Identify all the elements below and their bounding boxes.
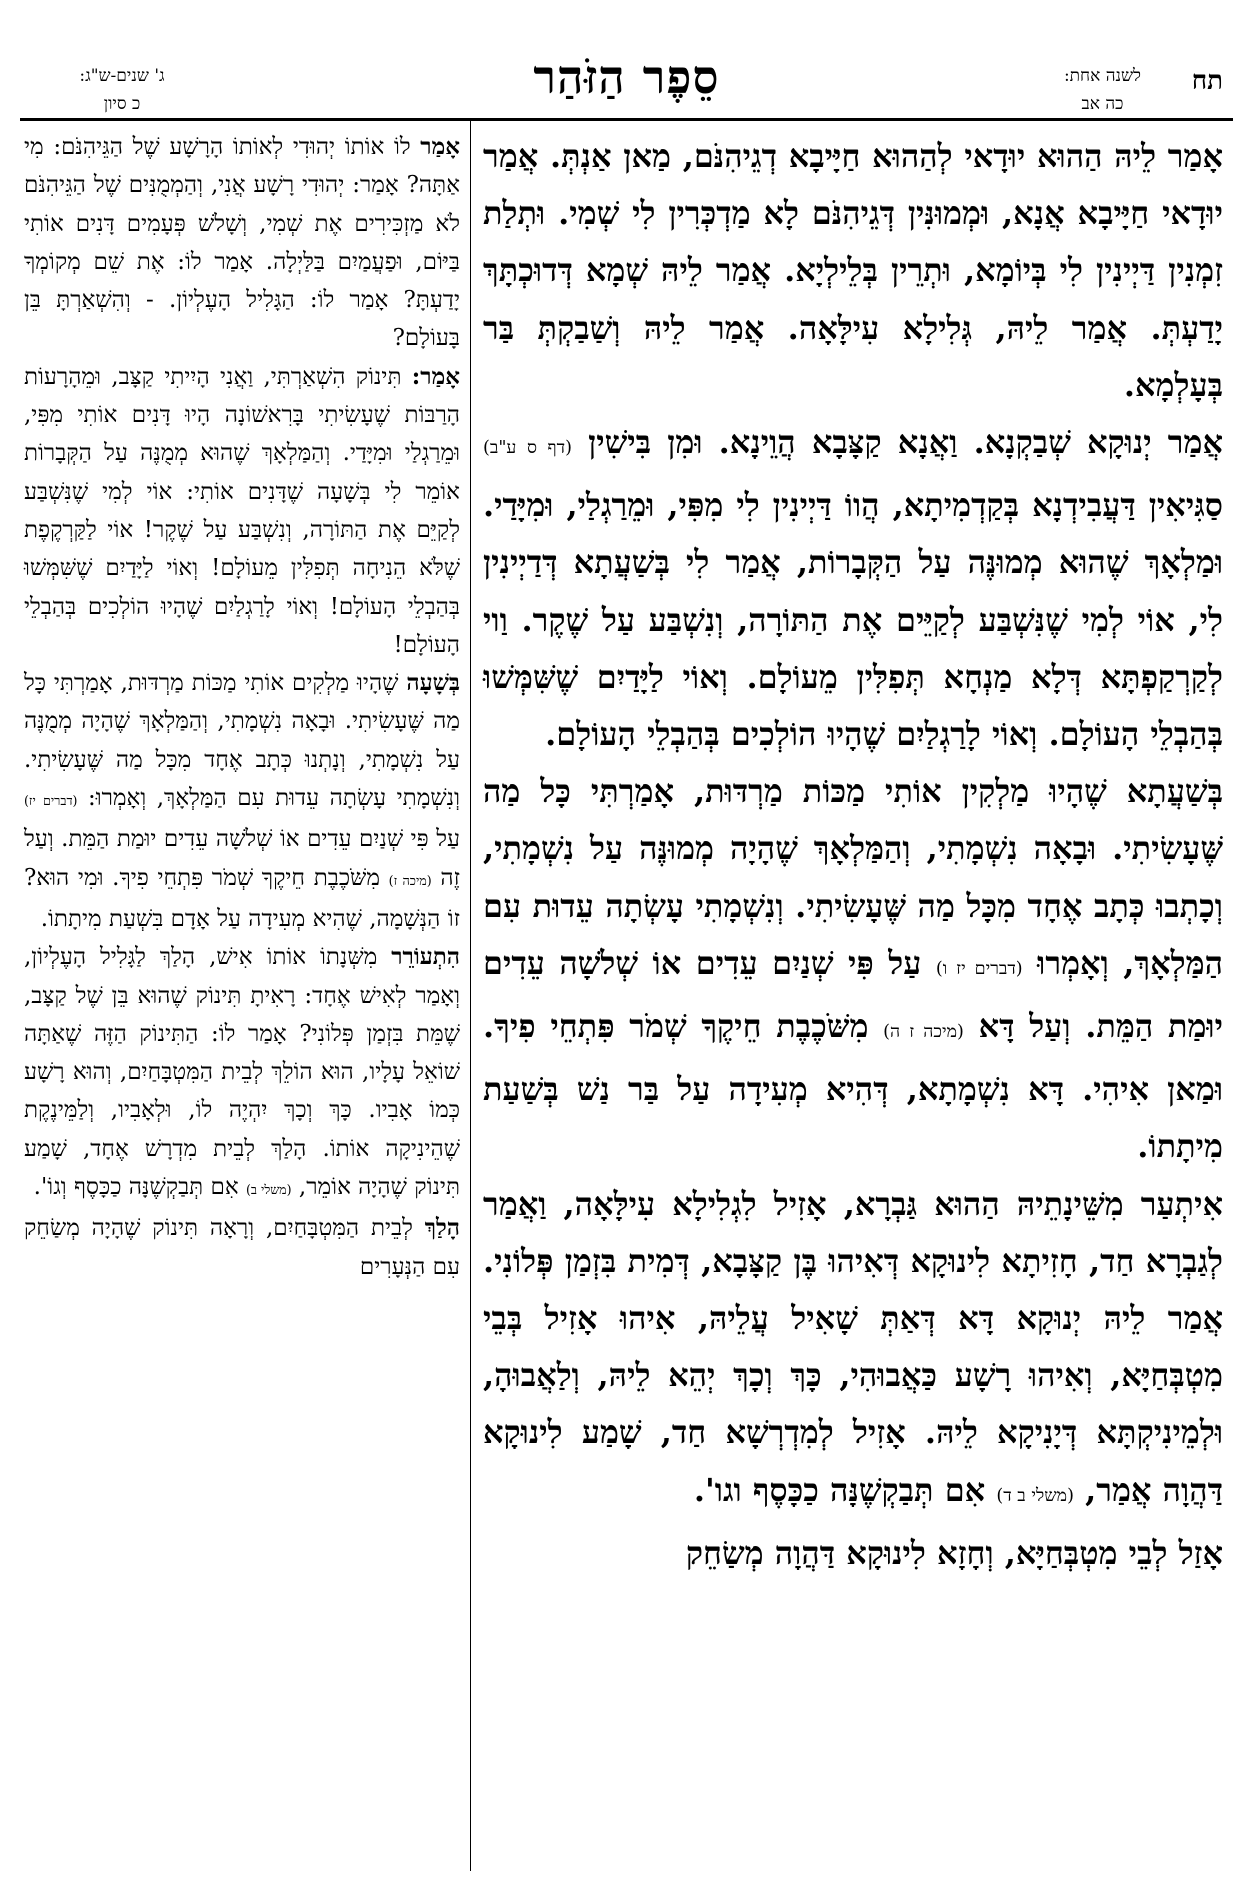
paragraph-text: לְבֵית הַמִּטְבָּחַיִם, וְרָאָה תִּינוֹק שֶׁהָיָה מְשַׂחֵק עִם הַנְּעָרִים <box>24 1215 460 1280</box>
paragraph-text: לְבֵי מִטְבְּחַיָּא, וְחָזָא לִינוּקָא דַּהֲוָה מְשַׂחֵק <box>685 1533 1179 1572</box>
paragraph-text: עַל פִּי שְׁנַיִם עֵדִים אוֹ שְׁלֹשָׁה עֵדִים יוּמַת הַמֵּת. וְעַל דָּא <box>483 943 1224 1046</box>
paragraph-text: אִם תְּבַקְשֶׁנָּה כַכָּסֶף וְגוֹ'. <box>33 1174 246 1201</box>
paragraph-lead: אֲמַר <box>1167 423 1223 462</box>
schedule-date: כה אב <box>1081 94 1124 114</box>
paragraph-text: מִשְּׁנָתוֹ אוֹתוֹ אִישׁ, הָלַךְ לַגָּלִיל הָעֶלְיוֹן, וְאָמַר לְאִישׁ אֶחָד: רָאִיתָ תִּינוֹק שֶׁהוּא בֵּן שֶׁל קַצָּב, שֶׁמֵּת בִּזְמַן פְּלוֹנִי? אָמַר לוֹ: הַתִּינוֹק הַזֶּה שֶׁאַתָּה שׁוֹאֵל עָלָיו, הוּא הוֹלֵךְ לְבֵית הַמִּטְבָּחַיִם, וְהוּא רָשָׁע כְּמוֹ אָבִיו. כָּךְ וְכָךְ יִהְיֶה לוֹ, וּלְאָבִיו, וְלַמֵּינֶקֶת שֶׁהֵינִיקָה אוֹתוֹ. הָלַךְ לְבֵית מִדְרָשׁ אֶחָד, שָׁמַע תִּינוֹק שֶׁהָיָה אוֹמֵר, <box>24 944 460 1201</box>
paragraph-text: לֵיהּ הַהוּא יוּדָאי לְהַהוּא חַיָּיבָא דְגֵיהִנֹּם, מַאן אַנְתְּ. אֲמַר יוּדָאי חַיָּיבָא אֲנָא, וּמְמוּנִּין דְּגֵיהִנֹּם לָא מַדְכְּרִין לִי שְׁמִי. וּתְלַת זִמְנִין דַּיְינִין לִי בְּיוֹמָא, וּתְרֵין בְּלֵילְיָא. אֲמַר לֵיהּ שְׁמָא דְּדוּכְתָּךְ יָדַעְתְּ. אֲמַר לֵיהּ, גְּלִילָא עִילָּאָה. אֲמַר לֵיהּ וְשַׁבַקְתְּ בַּר בְּעָלְמָא. <box>483 137 1224 404</box>
paragraph-text: מִשֹּׁכֶבֶת חֵיקֶךָ שְׁמֹר פִּתְחֵי פִיךָ. וּמִי הוּא? זוֹ הַנְּשָׁמָה, שֶׁהִיא מְעִידָה עַל אָדָם בִּשְׁעַת מִיתָתוֹ. <box>24 864 460 932</box>
source-reference: (דברים יז ו) <box>935 958 1023 979</box>
translation-paragraph <box>24 938 460 1209</box>
paragraph-text: שֶׁהָיוּ מַלְקִים אוֹתִי מַכּוֹת מַרְדּוּת, אָמַרְתִּי כָּל מַה שֶּׁעָשִׂיתִי. וּבָאָה נִשְׁמָתִי, וְהַמַּלְאָךְ שֶׁהָיָה מְמֻנֶּה עַל נִשְׁמָתִי, וְנָתְנוּ כְּתָב אֶחָד מִכָּל מַה שֶּׁעָשִׂיתִי. וְנִשְׁמָתִי עָשְׂתָה עֵדוּת עִם הַמַּלְאָךְ, וְאָמְרוּ: <box>24 670 460 812</box>
source-reference: (מיכה ז ה) <box>883 1022 964 1043</box>
header-rule <box>20 118 1233 121</box>
paragraph-lead: אִיתְעַר <box>1140 1184 1223 1223</box>
paragraph-lead: הָלַךְ <box>424 1214 460 1242</box>
translation-paragraph <box>24 1209 460 1286</box>
translation-paragraph <box>24 358 460 664</box>
volume-reference <box>22 62 222 118</box>
paragraph-lead: בְּשַׁעֲתָא <box>1126 772 1223 811</box>
source-reference: (משלי ב) <box>245 1182 292 1198</box>
source-reference: (דף ס ע"ב) <box>483 438 572 459</box>
translation-paragraph <box>24 128 460 358</box>
translation-column <box>24 128 460 1286</box>
paragraph-lead: אָמַר <box>1167 137 1223 175</box>
paragraph-text: יְנוּקָא שְׁבַקְנָא. וַאֲנָא קַצָּבָא הֲוֵינָא. וּמִן בִּישִׁין <box>571 423 1168 462</box>
page-title: סֵפֶר הַזֹּהַר <box>533 50 720 104</box>
paragraph-text: מִשֹּׁכֶבֶת חֵיקֶךָ שְׁמֹר פִּתְחֵי פִיךָ. וּמַאן אִיהִי. דָּא נִשְׁמָתָא, דְּהִיא מְעִידָה עַל בַּר נַשׁ בְּשַׁעַת מִיתָתוֹ. <box>483 1007 1223 1166</box>
source-reference: (דברים יז) <box>24 793 78 809</box>
paragraph-text: סַגִּיאִין דַּעֲבִידְנָא בְּקַדְמִיתָא, הֲווֹ דַּיְינִין לִי מִפִּי, וּמֵרַגְלַי, וּמִיָּדַי. וּמַלְאָךְ שֶׁהוּא מְמוּנֶּה עַל הַקְּבָרוֹת, אֲמַר לִי בְּשַׁעֲתָא דְּדַיְינִין לִי, אוֹי לְמִי שֶׁנִּשְׁבַּע לְקַיֵּים אֶת הַתּוֹרָה, וְנִשְׁבַּע עַל שֶׁקֶר. וַוי לְקַרְקַפְתָּא דְּלָא מַנְחָא תְּפִלִּין מֵעוֹלָם. וְאוֹי לַיָּדַיִם שֶׁשִּׁמְּשׁוּ בְּהַבְלֵי הָעוֹלָם. וְאוֹי לָרַגְלַיִם שֶׁהָיוּ הוֹלְכִים בְּהַבְלֵי הָעוֹלָם. <box>483 486 1223 754</box>
main-paragraph <box>483 128 1223 414</box>
source-reference: (מיכה ז) <box>388 872 432 888</box>
paragraph-lead: אָזַל <box>1178 1533 1223 1572</box>
paragraph-lead: בְּשָׁעָה <box>406 669 460 697</box>
source-reference: (משלי ב ד) <box>996 1485 1074 1506</box>
translation-paragraph <box>24 664 460 938</box>
column-divider <box>470 121 471 1871</box>
paragraph-text: תִּינוֹק הִשְׁאַרְתִּי, וַאֲנִי הָיִיתִי קַצָּב, וּמֵהָרָעוֹת הָרַבּוֹת שֶׁעָשִׂיתִי בָּרִאשׁוֹנָה הָיוּ דָּנִים אוֹתִי מִפִּי, וּמֵרַגְלַי וּמִיָּדַי. וְהַמַּלְאָךְ שֶׁהוּא מְמֻנֶּה עַל הַקְּבָרוֹת אוֹמֵר לִי בְּשָׁעָה שֶׁדָּנִים אוֹתִי: אוֹי לְמִי שֶׁנִּשְׁבַּע לְקַיֵּם אֶת הַתּוֹרָה, וְנִשְׁבַּע עַל שֶׁקֶר! אוֹי לַקַּרְקֶפֶת שֶׁלֹּא הֵנִיחָה תְּפִלִּין מֵעוֹלָם! וְאוֹי לַיָּדַיִם שֶׁשִּׁמְּשׁוּ בְּהַבְלֵי הָעוֹלָם! וְאוֹי לָרַגְלַיִם שֶׁהָיוּ הוֹלְכִים בְּהַבְלֵי הָעוֹלָם! <box>24 363 460 658</box>
main-text-column <box>483 128 1223 1582</box>
main-paragraph <box>483 1525 1223 1582</box>
volume-ref: ג' שנים-ש"ג: <box>79 66 165 86</box>
paragraph-text: לוֹ אוֹתוֹ יְהוּדִי לְאוֹתוֹ הָרָשָׁע שֶׁל הַגֵּיהִנֹּם: מִי אַתָּה? אָמַר: יְהוּדִי רָשָׁע אֲנִי, וְהַמְמֻנִּים שֶׁל הַגֵּיהִנֹּם לֹא מַזְכִּירִים אֶת שְׁמִי, וְשָׁלֹשׁ פְּעָמִים דָּנִים אוֹתִי בַּיּוֹם, וּפַעֲמַיִם בַּלַּיְלָה. אָמַר לוֹ: אֶת שֵׁם מְקוֹמְךָ יָדַעְתָּ? אָמַר לוֹ: הַגָּלִיל הָעֶלְיוֹן. - וְהִשְׁאַרְתָּ בֵּן בָּעוֹלָם? <box>24 134 460 352</box>
paragraph-lead: הִתְעוֹרֵר <box>391 943 460 971</box>
paragraph-text: מִשֵּׁינָתֵיהּ הַהוּא גַּבְרָא, אָזִיל לִגְלִילָא עִילָּאָה, וַאֲמַר לְגַבְרָא חַד, חָזִיתָא לִינוּקָא דְּאִיהוּ בֶּן קַצָּבָא, דְּמִית בִּזְמַן פְּלוֹנִי. אֲמַר לֵיהּ יְנוּקָא דָּא דְּאַתְּ שָׁאִיל עֲלֵיהּ, אִיהוּ אָזִיל בְּבֵי מִטְבְּחַיָּא, וְאִיהוּ רָשָׁע כַּאֲבוּהִי, כָּךְ וְכָךְ יְהֵא לֵיהּ, וְלַאֲבוּהָ, וּלְמֵינִיקְתָּא דְּיָנִיקָא לֵיהּ. אָזִיל לְמִדְרְשָׁא חַד, שָׁמַע לִינוּקָא דַּהֲוָה אֲמַר, <box>483 1184 1223 1509</box>
main-paragraph <box>483 1176 1223 1525</box>
schedule-label: לשנה אחת: <box>1063 66 1141 86</box>
paragraph-text: שֶׁהָיוּ מַלְקִין אוֹתִי מַכּוֹת מַרְדּוּת, אָמַרְתִּי כָּל מַה שֶּׁעָשִׂיתִי. וּבָאָה נִשְׁמָתִי, וְהַמַּלְאָךְ שֶׁהָיָה מְמוּנֶּה עַל נִשְׁמָתִי, וְכָתְבוּ כְּתָב אֶחָד מִכָּל מַה שֶּׁעָשִׂיתִי. וְנִשְׁמָתִי עָשְׂתָה עֵדוּת עִם הַמַּלְאָךְ, וְאָמְרוּ <box>483 772 1224 982</box>
main-paragraph <box>483 414 1223 763</box>
paragraph-text: אִם תְּבַקְשֶׁנָּה כַכָּסֶף וגו'. <box>693 1470 997 1509</box>
main-paragraph <box>483 763 1223 1175</box>
paragraph-lead: אָמַר <box>420 133 460 160</box>
page-number: תח <box>1191 66 1223 96</box>
paragraph-text: עַל פִּי שְׁנַיִם עֵדִים אוֹ שְׁלֹשָׁה עֵדִים יוּמַת הַמֵּת. וְעַל זֶה <box>24 826 461 891</box>
paragraph-lead: אָמַר: <box>411 362 460 390</box>
alt-date: כ סיון <box>103 94 141 114</box>
